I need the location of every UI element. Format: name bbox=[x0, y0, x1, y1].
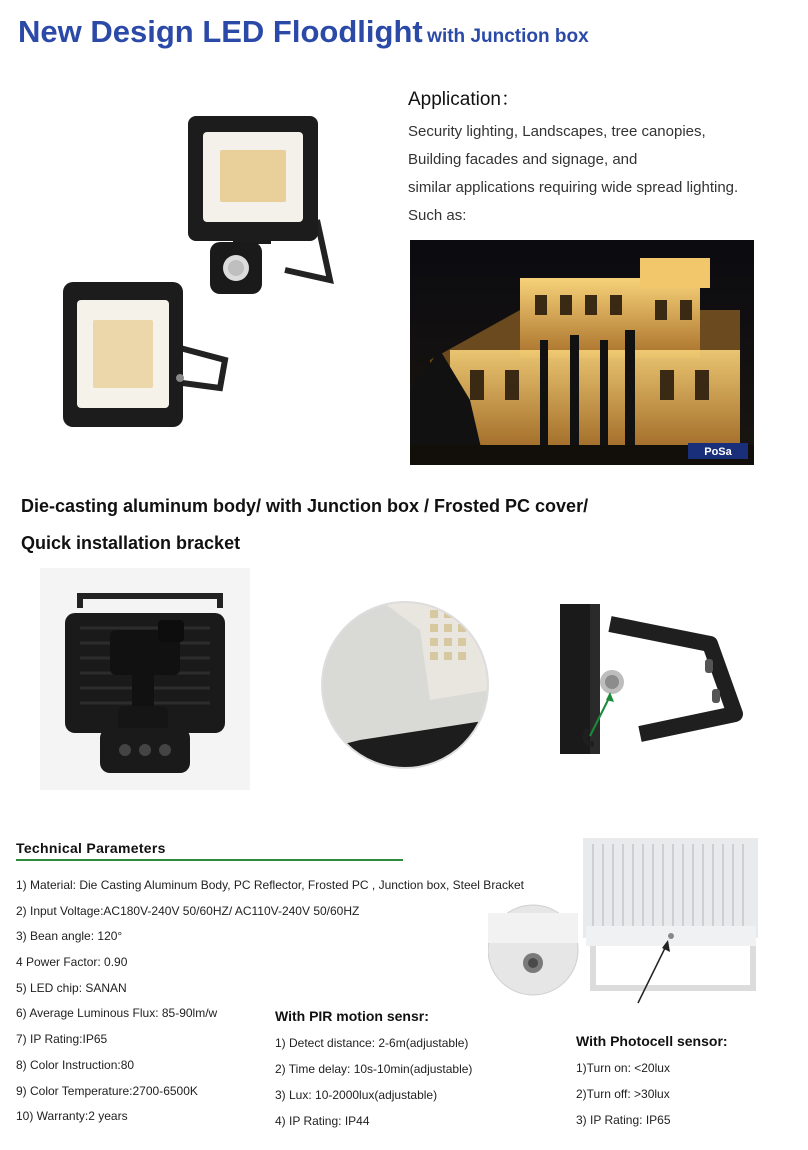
application-description bbox=[408, 118, 738, 230]
pir-sensor-heading: With PIR motion sensr: bbox=[275, 1008, 429, 1024]
photo-photocell-floodlight bbox=[488, 838, 778, 1028]
pir-sensor-list bbox=[275, 1036, 472, 1140]
technical-parameters-heading: Technical Parameters bbox=[16, 840, 166, 856]
photocell-sensor-list bbox=[576, 1061, 671, 1139]
photo-bracket-screw bbox=[560, 604, 750, 754]
application-line: Such as: bbox=[408, 207, 467, 224]
features-line-1: Die-casting aluminum body/ with Junction box / Frosted PC cover/ bbox=[21, 496, 589, 516]
list-item: 3) IP Rating: IP65 bbox=[576, 1113, 671, 1127]
application-line: Security lighting, Landscapes, tree canopies, bbox=[408, 123, 706, 140]
posa-logo: PoSa bbox=[704, 446, 732, 458]
list-item: 4) IP Rating: IP44 bbox=[275, 1114, 370, 1128]
list-item: 6) Average Luminous Flux: 85-90lm/w bbox=[16, 1006, 218, 1021]
list-item: 10) Warranty:2 years bbox=[16, 1109, 128, 1124]
list-item: 2)Turn off: >30lux bbox=[576, 1087, 670, 1101]
list-item: 1) Material: Die Casting Aluminum Body, PC Reflector, Frosted PC , Junction box, Steel Bracket bbox=[16, 878, 524, 892]
photo-junction-box bbox=[40, 568, 250, 790]
list-item: 9) Color Temperature:2700-6500K bbox=[16, 1083, 198, 1098]
list-item: 5) LED chip: SANAN bbox=[16, 980, 127, 995]
title-main: New Design LED Floodlight bbox=[18, 14, 423, 49]
list-item: 4 Power Factor: 0.90 bbox=[16, 955, 128, 970]
list-item: 7) IP Rating:IP65 bbox=[16, 1032, 108, 1047]
list-item: 2) Input Voltage:AC180V-240V 50/60HZ/ AC110V-240V 50/60HZ bbox=[16, 903, 360, 918]
application-line: similar applications requiring wide spread lighting. bbox=[408, 179, 739, 196]
application-line: Building facades and signage, and bbox=[408, 151, 638, 168]
application-heading: Application： bbox=[408, 89, 520, 110]
product-photo-floodlights bbox=[55, 110, 345, 440]
photocell-sensor-heading: With Photocell sensor: bbox=[576, 1033, 728, 1049]
list-item: 3) Lux: 10-2000lux(adjustable) bbox=[275, 1088, 438, 1102]
list-item: 3) Bean angle: 120° bbox=[16, 929, 123, 944]
page-title bbox=[18, 14, 589, 50]
list-item: 1)Turn on: <20lux bbox=[576, 1061, 670, 1075]
features-line-2: Quick installation bracket bbox=[21, 533, 241, 553]
heading-divider bbox=[16, 859, 403, 861]
title-sub: with Junction box bbox=[427, 26, 589, 47]
list-item: 2) Time delay: 10s-10min(adjustable) bbox=[275, 1062, 473, 1076]
list-item: 8) Color Instruction:80 bbox=[16, 1057, 135, 1072]
building-night-photo bbox=[410, 240, 754, 465]
list-item: 1) Detect distance: 2-6m(adjustable) bbox=[275, 1036, 469, 1050]
photo-frosted-cover-closeup bbox=[320, 600, 490, 770]
